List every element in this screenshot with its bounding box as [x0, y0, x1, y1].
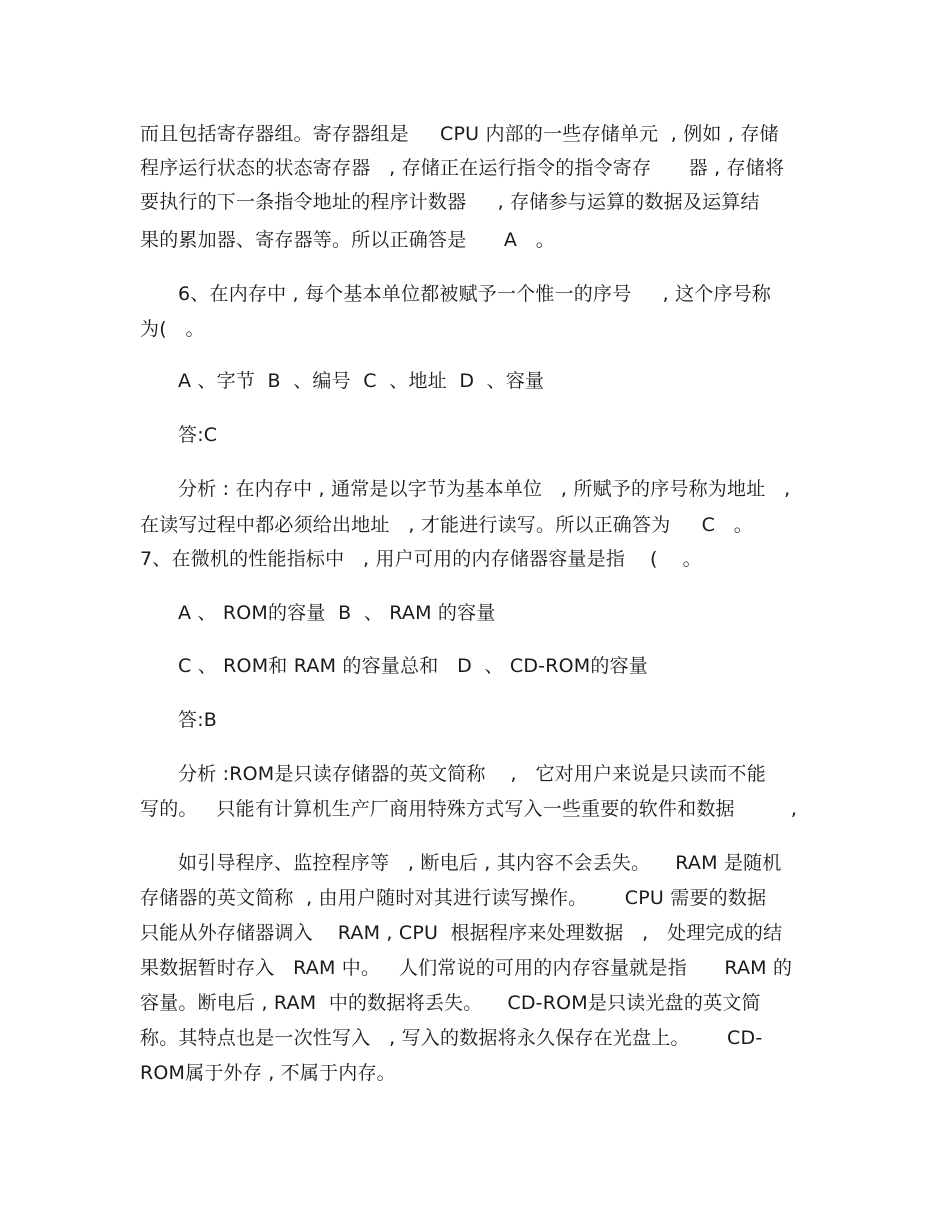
text-line: 果数据暂时存入 RAM 中。 人们常说的可用的内存容量就是指 RAM 的	[140, 957, 793, 979]
question-6: 6、在内存中 , 每个基本单位都被赋予一个惟一的序号 , 这个序号称	[178, 283, 772, 305]
options-7-cd: C 、 ROM和 RAM 的容量总和 D 、 CD-ROM的容量	[178, 655, 648, 677]
answer-7: 答:B	[178, 709, 218, 731]
text-line: 果的累加器、寄存器等。所以正确答是 A 。	[140, 229, 555, 251]
text-line: 程序运行状态的状态寄存器 , 存储正在运行指令的指令寄存 器 , 存储将	[140, 157, 785, 179]
text-line: 如引导程序、监控程序等 , 断电后 , 其内容不会丢失。 RAM 是随机	[178, 852, 782, 874]
analysis-7: 分析 :ROM是只读存储器的英文简称 , 它对用户来说是只读而不能	[178, 763, 766, 785]
text-line: 而且包括寄存器组。寄存器组是 CPU 内部的一些存储单元 , 例如 , 存储	[140, 123, 779, 145]
options-6: A 、字节 B 、编号 C 、地址 D 、容量	[178, 370, 545, 392]
options-7-ab: A 、 ROM的容量 B 、 RAM 的容量	[178, 602, 496, 624]
text-line: 容量。断电后 , RAM 中的数据将丢失。 CD-ROM是只读光盘的英文简	[140, 992, 761, 1014]
text-line: 存储器的英文简称 , 由用户随时对其进行读写操作。 CPU 需要的数据	[140, 887, 767, 909]
answer-6: 答:C	[178, 424, 218, 446]
text-line: 为( 。	[140, 318, 205, 340]
text-line: 只能从外存储器调入 RAM , CPU 根据程序来处理数据 , 处理完成的结	[140, 922, 783, 944]
text-line: 在读写过程中都必须给出地址 , 才能进行读写。所以正确答为 C 。	[140, 514, 753, 536]
analysis-6: 分析 : 在内存中 , 通常是以字节为基本单位 , 所赋予的序号称为地址 ,	[178, 478, 791, 500]
text-line: ROM属于外存 , 不属于内存。	[140, 1062, 396, 1084]
text-line: 要执行的下一条指令地址的程序计数器 , 存储参与运算的数据及运算结	[140, 191, 760, 213]
text-line: 称。其特点也是一次性写入 , 写入的数据将永久保存在光盘上。 CD-	[140, 1027, 763, 1049]
text-line: 写的。 只能有计算机生产厂商用特殊方式写入一些重要的软件和数据 ,	[140, 798, 798, 820]
question-7: 7、在微机的性能指标中 , 用户可用的内存储器容量是指 ( 。	[140, 548, 702, 570]
